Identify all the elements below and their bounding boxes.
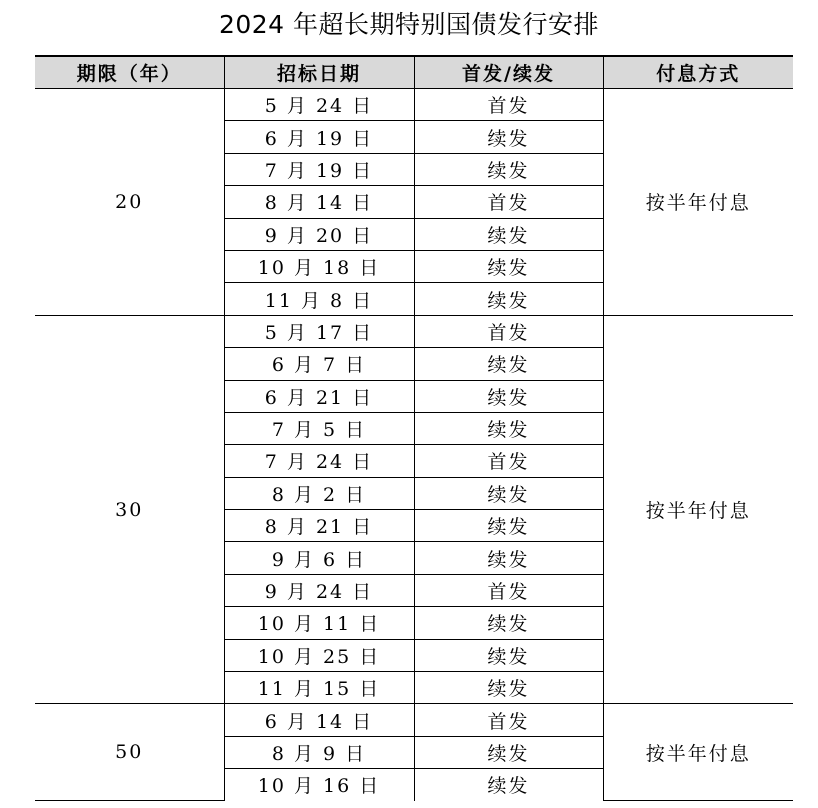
auction-date-cell: 5 月 17 日 [224, 315, 414, 347]
issue-type-cell: 续发 [414, 153, 603, 185]
auction-date-cell: 8 月 21 日 [224, 510, 414, 542]
auction-date-cell: 6 月 14 日 [224, 704, 414, 736]
auction-date-cell: 8 月 9 日 [224, 736, 414, 768]
header-payment-method: 付息方式 [603, 56, 793, 89]
auction-date-cell: 6 月 21 日 [224, 380, 414, 412]
term-cell: 20 [35, 89, 224, 316]
auction-date-cell: 7 月 5 日 [224, 412, 414, 444]
issue-type-cell: 首发 [414, 89, 603, 121]
term-cell: 50 [35, 704, 224, 801]
auction-date-cell: 7 月 24 日 [224, 445, 414, 477]
auction-date-cell: 7 月 19 日 [224, 153, 414, 185]
header-term: 期限（年） [35, 56, 224, 89]
auction-date-cell: 11 月 8 日 [224, 283, 414, 315]
table-row [35, 315, 793, 347]
payment-method-cell: 按半年付息 [603, 704, 793, 801]
issue-type-cell: 首发 [414, 315, 603, 347]
auction-date-cell: 11 月 15 日 [224, 672, 414, 704]
auction-date-cell: 6 月 7 日 [224, 348, 414, 380]
issue-type-cell: 首发 [414, 574, 603, 606]
table-row [35, 704, 793, 736]
auction-date-cell: 10 月 25 日 [224, 639, 414, 671]
issue-type-cell: 续发 [414, 639, 603, 671]
auction-date-cell: 9 月 6 日 [224, 542, 414, 574]
issue-type-cell: 续发 [414, 477, 603, 509]
auction-date-cell: 10 月 18 日 [224, 250, 414, 282]
table-body [35, 89, 793, 801]
issue-type-cell: 续发 [414, 607, 603, 639]
header-issue-type: 首发/续发 [414, 56, 603, 89]
header-auction-date: 招标日期 [224, 56, 414, 89]
auction-date-cell: 5 月 24 日 [224, 89, 414, 121]
issue-type-cell: 首发 [414, 445, 603, 477]
payment-method-cell: 按半年付息 [603, 89, 793, 316]
issue-type-cell: 续发 [414, 672, 603, 704]
issue-type-cell: 首发 [414, 704, 603, 736]
issue-type-cell: 续发 [414, 542, 603, 574]
term-cell: 30 [35, 315, 224, 704]
issue-type-cell: 续发 [414, 283, 603, 315]
issue-type-cell: 续发 [414, 412, 603, 444]
auction-date-cell: 8 月 14 日 [224, 186, 414, 218]
payment-method-cell: 按半年付息 [603, 315, 793, 704]
issue-type-cell: 续发 [414, 510, 603, 542]
issue-type-cell: 续发 [414, 769, 603, 801]
issue-type-cell: 续发 [414, 736, 603, 768]
auction-date-cell: 10 月 16 日 [224, 769, 414, 801]
issue-type-cell: 续发 [414, 218, 603, 250]
auction-date-cell: 9 月 24 日 [224, 574, 414, 606]
table-row [35, 89, 793, 121]
issue-type-cell: 续发 [414, 348, 603, 380]
bond-schedule-table [35, 55, 793, 801]
auction-date-cell: 10 月 11 日 [224, 607, 414, 639]
table-header-row [35, 56, 793, 89]
issue-type-cell: 续发 [414, 121, 603, 153]
document-title: 2024 年超长期特别国债发行安排 [218, 10, 600, 39]
issue-type-cell: 首发 [414, 186, 603, 218]
issue-type-cell: 续发 [414, 380, 603, 412]
auction-date-cell: 6 月 19 日 [224, 121, 414, 153]
auction-date-cell: 9 月 20 日 [224, 218, 414, 250]
issue-type-cell: 续发 [414, 250, 603, 282]
auction-date-cell: 8 月 2 日 [224, 477, 414, 509]
